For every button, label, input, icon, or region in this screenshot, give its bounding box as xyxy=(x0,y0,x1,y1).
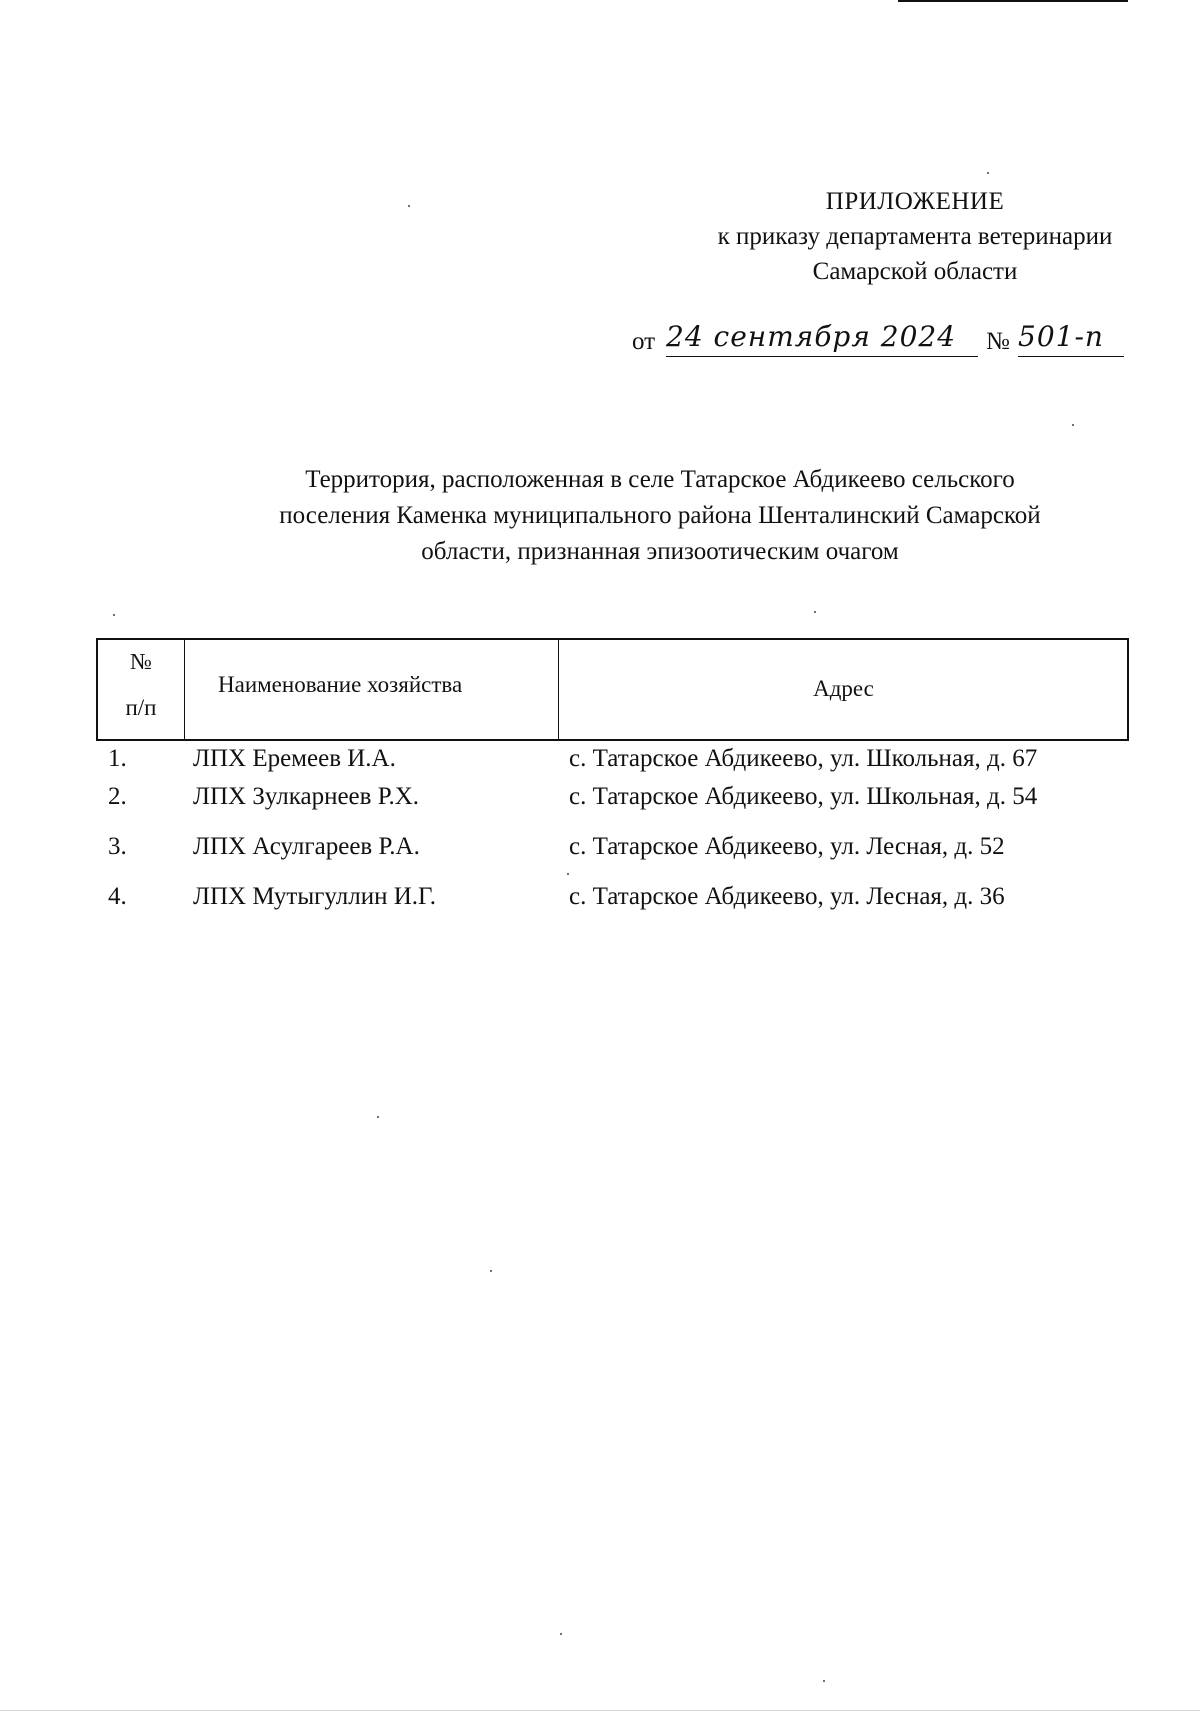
row-farm-name: ЛПХ Асулгареев Р.А. xyxy=(193,833,420,860)
scan-speck xyxy=(408,205,410,207)
order-from-label: от xyxy=(632,328,656,355)
appendix-line-2: Самарской области xyxy=(812,258,1018,285)
row-address: с. Татарское Абдикеево, ул. Лесная, д. 52 xyxy=(569,833,1005,860)
header-number-sub: п/п xyxy=(125,695,157,720)
scan-speck xyxy=(377,1116,379,1118)
appendix-heading: ПРИЛОЖЕНИЕ xyxy=(825,188,1005,215)
row-farm-name: ЛПХ Еремеев И.А. xyxy=(193,745,396,772)
document-title xyxy=(200,462,1120,570)
header-name-label: Наименование хозяйства xyxy=(218,672,463,697)
row-number: 4. xyxy=(108,883,127,910)
table-row xyxy=(0,829,1200,865)
header-number-cell xyxy=(98,640,185,739)
row-number: 3. xyxy=(108,833,127,860)
top-edge-rule xyxy=(898,0,1128,2)
appendix-line-1: к приказу департамента ветеринарии xyxy=(717,223,1113,250)
scan-speck xyxy=(823,1680,825,1682)
scan-speck xyxy=(814,611,816,613)
row-farm-name: ЛПХ Зулкарнеев Р.Х. xyxy=(193,783,420,810)
row-number: 1. xyxy=(108,745,127,772)
bottom-edge-rule xyxy=(0,1710,1200,1711)
header-address-label: Адрес xyxy=(813,676,874,701)
row-address: с. Татарское Абдикеево, ул. Школьная, д. 54 xyxy=(569,783,1038,810)
order-number-handwritten: 501-п xyxy=(1018,320,1124,357)
title-line-2: поселения Каменка муниципального района Шенталинский Самарской xyxy=(279,502,1041,529)
header-number-symbol: № xyxy=(130,649,152,674)
scan-speck xyxy=(1072,424,1074,426)
order-number-label: № xyxy=(986,328,1010,355)
scan-speck xyxy=(113,614,115,616)
table-row xyxy=(0,779,1200,815)
row-address: с. Татарское Абдикеево, ул. Лесная, д. 36 xyxy=(569,883,1005,910)
table-row xyxy=(0,741,1200,777)
appendix-block xyxy=(600,184,1200,289)
scan-speck xyxy=(987,172,989,174)
title-line-3: области, признанная эпизоотическим очагом xyxy=(421,538,899,565)
scan-speck xyxy=(560,1633,562,1635)
header-address-cell xyxy=(558,640,1129,739)
scan-speck xyxy=(490,1270,492,1272)
row-number: 2. xyxy=(108,783,127,810)
order-date-handwritten: 24 сентября 2024 xyxy=(666,320,978,357)
table-header xyxy=(96,638,1129,741)
table-row xyxy=(0,879,1200,915)
header-name-cell xyxy=(184,640,559,739)
row-farm-name: ЛПХ Мутыгуллин И.Г. xyxy=(193,883,436,910)
row-address: с. Татарское Абдикеево, ул. Школьная, д. 67 xyxy=(569,745,1038,772)
title-line-1: Территория, расположенная в селе Татарское Абдикеево сельского xyxy=(305,466,1015,493)
scan-speck xyxy=(567,873,569,875)
